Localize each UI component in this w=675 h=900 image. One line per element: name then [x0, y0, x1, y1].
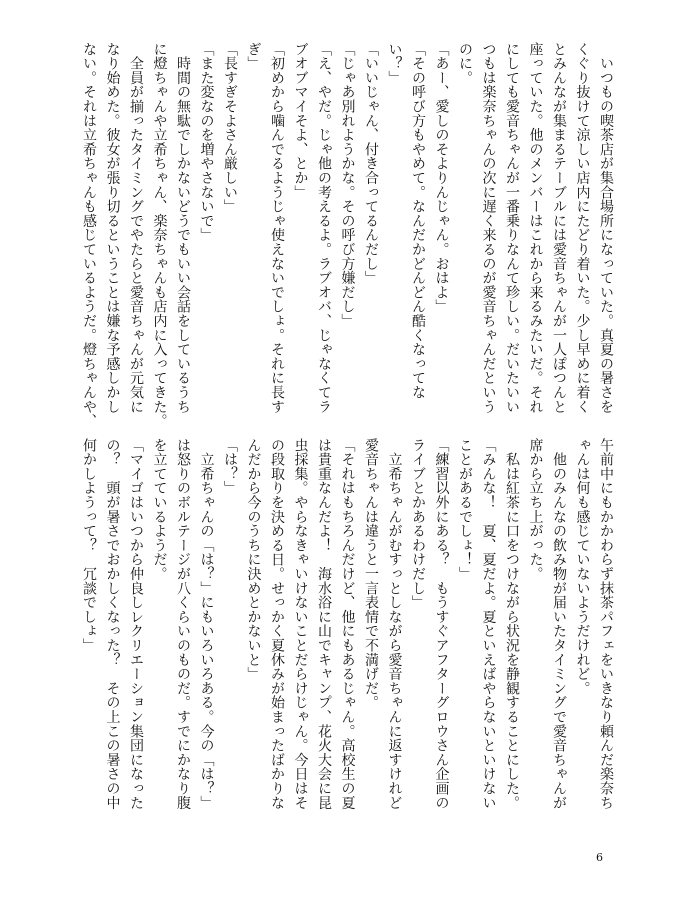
text-line: 「マイゴはいつから仲良しレクリエーション集団になった	[128, 438, 144, 810]
text-line: 愛音ちゃんは違うと一言表情で不満げだ。	[363, 438, 379, 710]
text-line: 他のみんなの飲み物が届いたタイミングで愛音ちゃんが	[551, 438, 567, 810]
text-line: は怒りのボルテージが八くらいのものだ。すでにかなり腹	[175, 438, 191, 810]
text-block-top	[77, 42, 618, 429]
text-line: のに。	[457, 42, 473, 85]
text-line: 立希ちゃんの「は？」にもいろいろある。今の「は？」	[198, 438, 215, 810]
text-line: ない。それは立希ちゃんも感じているようだ。燈ちゃんや、	[81, 42, 97, 429]
text-line: に燈ちゃんや立希ちゃん、楽奈ちゃんも店内に入ってきた。	[151, 42, 168, 429]
text-line: 時間の無駄でしかないどうでもいい会話をしているうち	[175, 42, 191, 414]
text-line: 「練習以外にある？ もうすぐアフターグロウさん企画の	[433, 438, 450, 810]
text-line: 座っていた。他のメンバーはこれから来るみたいだ。それ	[527, 42, 544, 414]
text-line: 午前中にもかかわらず抹茶パフェをいきなり頼んだ楽奈ち	[598, 438, 614, 810]
text-line: くぐり抜けて涼しい店内にたどり着いた。少し早めに着く	[574, 42, 591, 414]
text-line: 「それはもちろんだけど、他にもあるじゃん。高校生の夏	[339, 438, 356, 810]
text-line: いつもの喫茶店が集合場所になっていた。真夏の暑さを	[598, 42, 614, 414]
text-line: 何かしようって？ 冗談でしょ」	[81, 438, 97, 653]
text-line: 虫採集。やらなきゃいけないことだらけじゃん。今日はそ	[292, 438, 309, 810]
text-line: 席から立ち上がった。	[527, 438, 544, 581]
text-line: にしても愛音ちゃんが一番乗りなんて珍しい。だいたいい	[504, 42, 520, 414]
text-line: 「え、やだ。じゃ他の考えるよ。ラブオバ、じゃなくてラ	[316, 42, 332, 414]
text-line: 「みんな！ 夏、夏だよ。夏といえばやらないといけない	[480, 438, 497, 810]
text-line: 「その呼び方もやめて。なんだかどんどん酷くなってな	[410, 42, 426, 400]
text-line: 「いいじゃん、付き合ってるんだし」	[363, 42, 379, 286]
page-number: 6	[596, 851, 603, 864]
text-line: ブオブマイそよ、とか」	[292, 42, 309, 200]
text-line: なり始めた。彼女が張り切るということは嫌な予感しかし	[104, 42, 121, 414]
text-line: んだから今のうちに決めとかないと」	[245, 438, 262, 682]
text-line: の段取りを決める日。せっかく夏休みが始まったばかりな	[269, 438, 285, 810]
text-line: 「初めから噛んでるようじゃ使えないでしょ。それに長す	[269, 42, 285, 414]
text-line: は貴重なんだよ！ 海水浴に山でキャンプ、花火大会に昆	[316, 438, 332, 810]
text-line: 「また変なのを増やさないで」	[198, 42, 215, 243]
text-line: の？ 頭が暑さでおかしくなった？ その上この暑さの中	[104, 438, 121, 810]
text-line: 「あー、愛しのそよりんじゃん。おはよ」	[433, 42, 450, 314]
text-line: とみんなが集まるテーブルには愛音ちゃんが一人ぽつんと	[551, 42, 567, 414]
text-block-bottom	[77, 438, 618, 818]
text-line: つもは楽奈ちゃんの次に遅く来るのが愛音ちゃんだという	[480, 42, 497, 414]
text-line: 「長すぎそよさん厳しい」	[222, 42, 238, 214]
text-line: 全員が揃ったタイミングでやたらと愛音ちゃんが元気に	[128, 42, 144, 414]
text-line: ぎ」	[245, 42, 262, 71]
text-line: ことがあるでしょ！」	[457, 438, 473, 581]
text-line: を立てているようだ。	[151, 438, 168, 581]
text-line: 「は？」	[222, 438, 238, 496]
text-line: 私は紅茶に口をつけながら状況を静観することにした。	[504, 438, 520, 810]
text-line: 立希ちゃんがむすっとしながら愛音ちゃんに返すけれど	[386, 438, 403, 810]
text-line: い？」	[386, 42, 403, 85]
text-line: ゃんは何も感じていないようだけれど。	[574, 438, 591, 696]
text-line: 「じゃあ別れようかな。その呼び方嫌だし」	[339, 42, 356, 328]
text-line: ライブとかあるわけだし」	[410, 438, 426, 610]
